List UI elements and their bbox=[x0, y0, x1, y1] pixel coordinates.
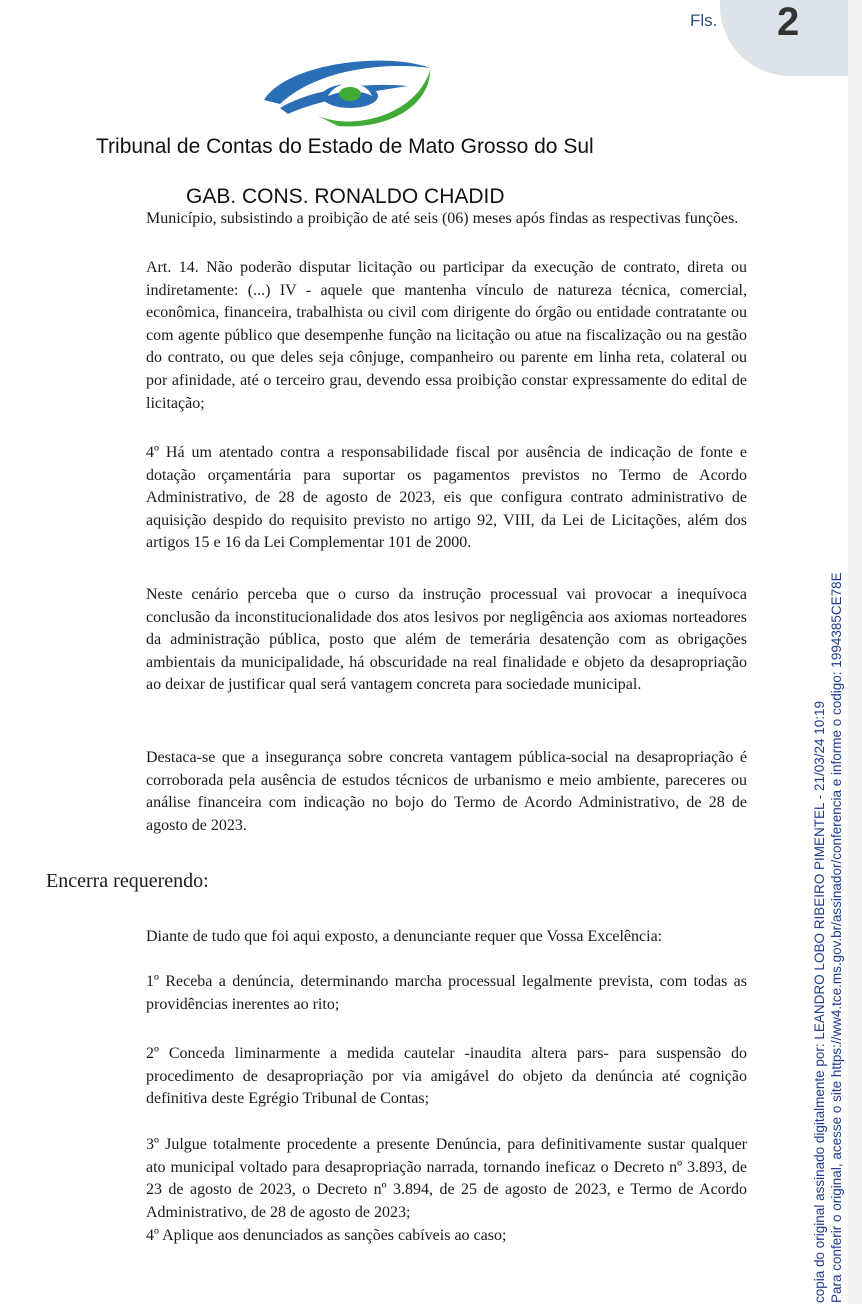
paragraph-art-14: Art. 14. Não poderão disputar licitação ou participar da execução de contrato, direta ou indiretamente: (...) IV - aquele que mantenha vínculo de natureza técnica, comercial, econômica, financeira, trabalhista ou civil com dirigente do órgão ou entidade contratante ou com agente público que desempenhe função na licitação ou atue na fiscalização ou na gestão do contrato, ou que deles seja cônjuge, companheiro ou parente em linha reta, colateral ou por afinidade, até o terceiro grau, devendo essa proibição constar expressamente do edital de licitação; bbox=[146, 259, 747, 412]
tce-ms-logo-icon bbox=[258, 56, 438, 134]
signature-line-2: Para conferir o original, acesse o site https://ww4.tce.ms.gov.br/assinador/conferencia e informe o codigo: 1994385CE78E bbox=[829, 572, 844, 1303]
request-3: 3º Julgue totalmente procedente a presente Denúncia, para definitivamente sustar qualquer ato municipal voltado para desapropriação narrada, tornando ineficaz o Decreto nº 3.893, de 23 de agosto de 2023, o Decreto nº 3.894, de 25 de agosto de 2023, e Termo de Acordo Administrativo, de 28 de agosto de 2023; bbox=[146, 1136, 747, 1221]
request-1: 1º Receba a denúncia, determinando marcha processual legalmente prevista, com todas as providências inerentes ao rito; bbox=[146, 973, 747, 1013]
closing-heading: Encerra requerendo: bbox=[46, 870, 209, 892]
court-name: Tribunal de Contas do Estado de Mato Grosso do Sul bbox=[96, 135, 594, 158]
signature-line-1: copia do original assinado digitalmente por: LEANDRO LOBO RIBEIRO PIMENTEL - 21/03/24 10:19 bbox=[812, 700, 827, 1303]
office-name: GAB. CONS. RONALDO CHADID bbox=[186, 185, 505, 208]
page-edge-strip bbox=[848, 0, 862, 1304]
paragraph-fiscal-responsibility: 4º Há um atentado contra a responsabilidade fiscal por ausência de indicação de fonte e dotação orçamentária para suportar os pagamentos previstos no Termo de Acordo Administrativo, de 28 de agosto de 2023, eis que configura contrato administrativo de aquisição despido do requisito previsto no artigo 92, VIII, da Lei de Licitações, além dos artigos 15 e 16 da Lei Complementar 101 de 2000. bbox=[146, 444, 747, 552]
folio-label: Fls. bbox=[690, 11, 718, 30]
paragraph-scenario: Neste cenário perceba que o curso da instrução processual vai provocar a inequívoca conclusão da inconstitucionalidade dos atos lesivos por negligência aos axiomas norteadores da administração pública, posto que além de temerária desatenção com as obrigações ambientais da municipalidade, há obscuridade na real finalidade e objeto da desapropriação ao deixar de justificar qual será vantagem concreta para sociedade municipal. bbox=[146, 586, 747, 694]
page-number: 2 bbox=[777, 0, 800, 44]
request-4: 4º Aplique aos denunciados as sanções cabíveis ao caso; bbox=[146, 1227, 507, 1244]
request-2: 2º Conceda liminarmente a medida cautelar -inaudita altera pars- para suspensão do procedimento de desapropriação por via amigável do objeto da denúncia até cognição definitiva deste Egrégio Tribunal de Contas; bbox=[146, 1045, 747, 1108]
paragraph-insecurity: Destaca-se que a insegurança sobre concreta vantagem pública-social na desapropriação é corroborada pela ausência de estudos técnicos de urbanismo e meio ambiente, pareceres ou análise financeira com indicação no bojo do Termo de Acordo Administrativo, de 28 de agosto de 2023. bbox=[146, 749, 747, 834]
closing-intro: Diante de tudo que foi aqui exposto, a denunciante requer que Vossa Excelência: bbox=[146, 928, 663, 945]
paragraph-continuation: Município, subsistindo a proibição de até seis (06) meses após findas as respectivas funções. bbox=[146, 210, 739, 227]
digital-signature-stamp bbox=[811, 572, 845, 1303]
